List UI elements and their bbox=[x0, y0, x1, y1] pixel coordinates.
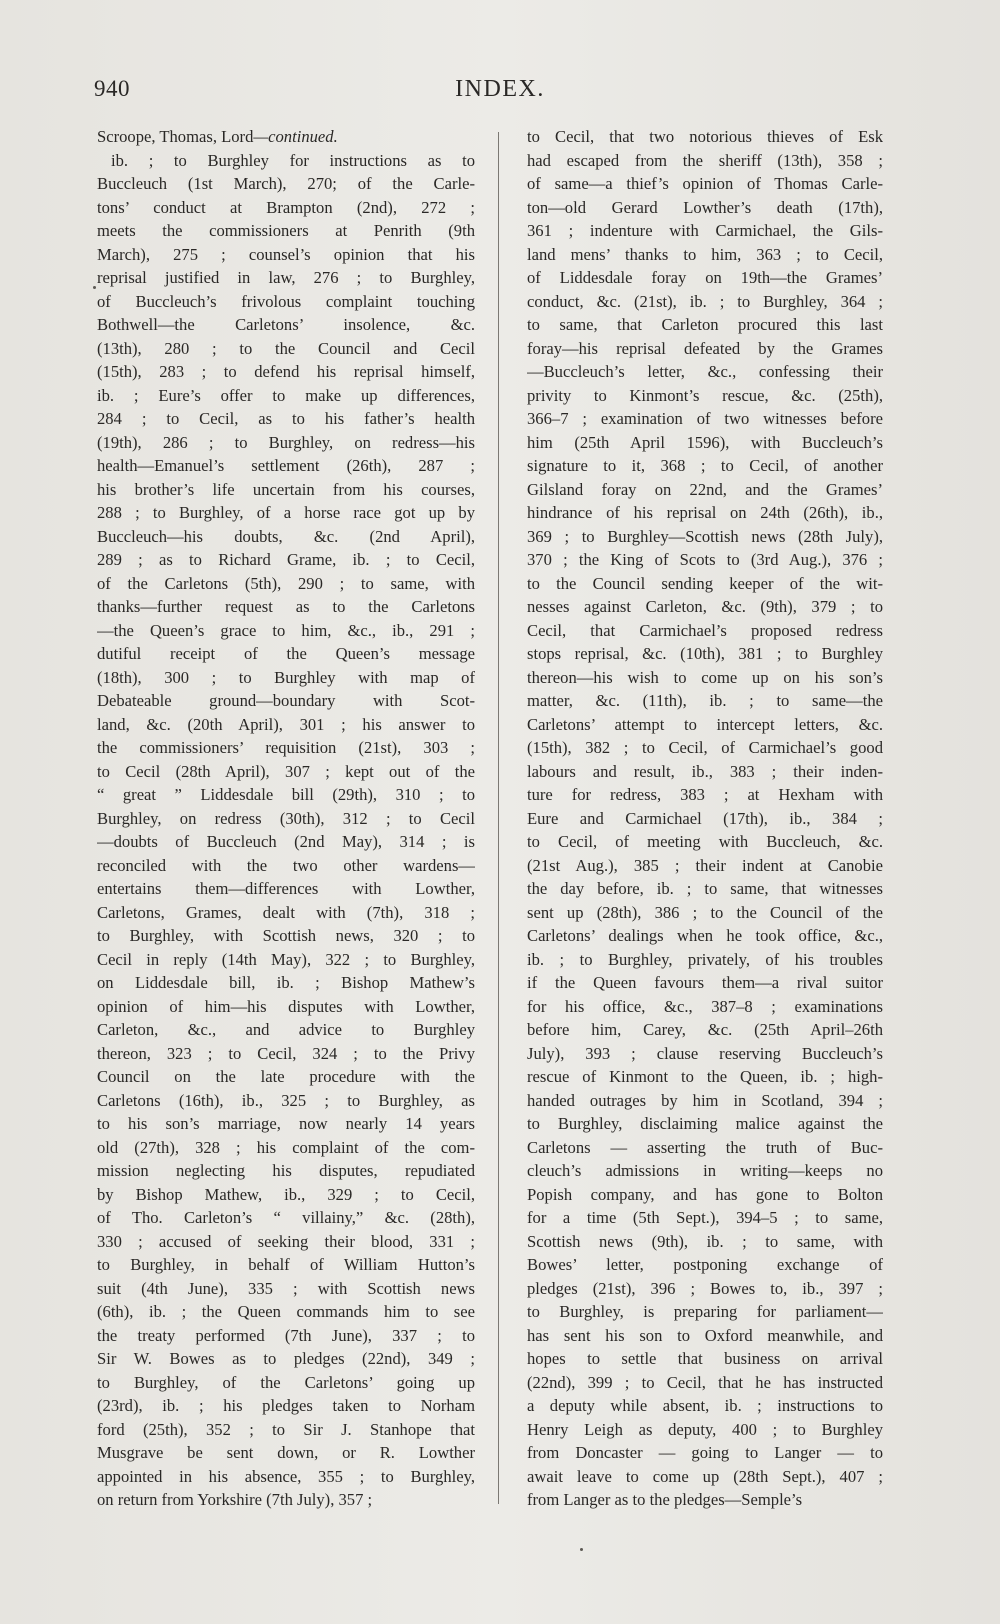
index-line: to Burghley, with Scottish news, 320 ; to bbox=[97, 926, 475, 945]
left-column bbox=[97, 125, 475, 1512]
index-line: to Cecil, of meeting with Buccleuch, &c. bbox=[527, 832, 883, 851]
index-line: ford (25th), 352 ; to Sir J. Stanhope that bbox=[97, 1419, 475, 1439]
index-line: nesses against Carleton, &c. (9th), 379 ; to bbox=[527, 597, 883, 616]
index-line: to same, that Carleton procured this last bbox=[527, 315, 883, 334]
index-line: of the Carletons (5th), 290 ; to same, with bbox=[97, 573, 475, 593]
index-line: 369 ; to Burghley—Scottish news (28th July), bbox=[527, 526, 883, 546]
index-line: of Liddesdale foray on 19th—the Grames’ bbox=[527, 268, 883, 287]
index-line: of same—a thief’s opinion of Thomas Carle- bbox=[527, 174, 883, 193]
index-line: to Burghley, in behalf of William Hutton’s bbox=[97, 1255, 475, 1274]
index-line: entertains them—differences with Lowther, bbox=[97, 879, 475, 898]
entry-heading-name: Scroope, Thomas, Lord bbox=[97, 127, 254, 146]
index-line: Carletons’ attempt to intercept letters, &c. bbox=[527, 714, 883, 734]
index-line: (23rd), ib. ; his pledges taken to Norham bbox=[97, 1396, 475, 1415]
index-line: Scottish news (9th), ib. ; to same, with bbox=[527, 1231, 883, 1251]
index-line: Carleton, &c., and advice to Burghley bbox=[97, 1020, 475, 1039]
index-line: —doubts of Buccleuch (2nd May), 314 ; is bbox=[97, 832, 475, 851]
index-line: Gilsland foray on 22nd, and the Grames’ bbox=[527, 479, 883, 499]
index-line: Cecil, that Carmichael’s proposed redress bbox=[527, 620, 883, 640]
index-line: (19th), 286 ; to Burghley, on redress—his bbox=[97, 432, 475, 452]
index-line: handed outrages by him in Scotland, 394 ; bbox=[527, 1090, 883, 1110]
stray-mark bbox=[580, 1548, 583, 1551]
index-line: signature to it, 368 ; to Cecil, of another bbox=[527, 456, 883, 475]
index-line: 289 ; as to Richard Grame, ib. ; to Cecil, bbox=[97, 550, 475, 569]
index-line: on Liddesdale bill, ib. ; Bishop Mathew’s bbox=[97, 973, 475, 992]
index-line: a deputy while absent, ib. ; instructions to bbox=[527, 1396, 883, 1415]
index-line: “ great ” Liddesdale bill (29th), 310 ; to bbox=[97, 785, 475, 804]
index-line: land mens’ thanks to him, 363 ; to Cecil, bbox=[527, 244, 883, 264]
index-line: (13th), 280 ; to the Council and Cecil bbox=[97, 338, 475, 358]
index-line: Popish company, and has gone to Bolton bbox=[527, 1184, 883, 1204]
index-line: the treaty performed (7th June), 337 ; to bbox=[97, 1325, 475, 1345]
stray-mark bbox=[93, 286, 96, 289]
index-line: health—Emanuel’s settlement (26th), 287 ; bbox=[97, 456, 475, 475]
index-line: privity to Kinmont’s rescue, &c. (25th), bbox=[527, 385, 883, 405]
index-line: Council on the late procedure with the bbox=[97, 1067, 475, 1086]
index-line: to Cecil (28th April), 307 ; kept out of the bbox=[97, 761, 475, 781]
index-line: (15th), 382 ; to Cecil, of Carmichael’s good bbox=[527, 738, 883, 757]
index-line: rescue of Kinmont to the Queen, ib. ; high- bbox=[527, 1067, 883, 1086]
index-line: (22nd), 399 ; to Cecil, that he has instructed bbox=[527, 1372, 883, 1392]
index-line: Sir W. Bowes as to pledges (22nd), 349 ; bbox=[97, 1349, 475, 1368]
index-line: July), 393 ; clause reserving Buccleuch’s bbox=[527, 1043, 883, 1063]
index-line: 361 ; indenture with Carmichael, the Gils- bbox=[527, 221, 883, 240]
index-line: Henry Leigh as deputy, 400 ; to Burghley bbox=[527, 1419, 883, 1439]
column-divider bbox=[498, 132, 499, 1504]
index-line: ib. ; to Burghley, privately, of his troubles bbox=[527, 949, 883, 969]
index-line: Buccleuch—his doubts, &c. (2nd April), bbox=[97, 526, 475, 546]
index-line: hindrance of his reprisal on 24th (26th), ib., bbox=[527, 503, 883, 522]
index-line: await leave to come up (28th Sept.), 407 ; bbox=[527, 1466, 883, 1486]
index-line: meets the commissioners at Penrith (9th bbox=[97, 221, 475, 240]
right-column bbox=[527, 125, 883, 1512]
index-line: conduct, &c. (21st), ib. ; to Burghley, 364 ; bbox=[527, 291, 883, 311]
index-line: —Buccleuch’s letter, &c., confessing their bbox=[527, 362, 883, 381]
index-line: (18th), 300 ; to Burghley with map of bbox=[97, 667, 475, 687]
index-line: Buccleuch (1st March), 270; of the Carle- bbox=[97, 174, 475, 193]
index-line: hopes to settle that business on arrival bbox=[527, 1349, 883, 1368]
index-line: him (25th April 1596), with Buccleuch’s bbox=[527, 432, 883, 452]
index-line: of Tho. Carleton’s “ villainy,” &c. (28th), bbox=[97, 1208, 475, 1227]
entry-heading-continued: —continued. bbox=[253, 127, 338, 146]
index-line: dutiful receipt of the Queen’s message bbox=[97, 644, 475, 663]
index-line: appointed in his absence, 355 ; to Burghley, bbox=[97, 1466, 475, 1486]
index-line: Eure and Carmichael (17th), ib., 384 ; bbox=[527, 808, 883, 828]
index-line: had escaped from the sheriff (13th), 358 ; bbox=[527, 150, 883, 170]
index-line: Bowes’ letter, postponing exchange of bbox=[527, 1255, 883, 1274]
index-line: to Burghley, of the Carletons’ going up bbox=[97, 1372, 475, 1392]
index-line: before him, Carey, &c. (25th April–26th bbox=[527, 1020, 883, 1039]
index-line: old (27th), 328 ; his complaint of the com- bbox=[97, 1137, 475, 1157]
index-line: (15th), 283 ; to defend his reprisal himself, bbox=[97, 362, 475, 381]
entry-heading bbox=[97, 125, 475, 149]
index-line: Cecil in reply (14th May), 322 ; to Burghley, bbox=[97, 949, 475, 969]
index-line: for a time (5th Sept.), 394–5 ; to same, bbox=[527, 1208, 883, 1227]
index-line: pledges (21st), 396 ; Bowes to, ib., 397 ; bbox=[527, 1278, 883, 1298]
index-line: from Langer as to the pledges—Semple’s bbox=[527, 1490, 803, 1509]
left-column-lines bbox=[97, 149, 475, 1512]
index-line: March), 275 ; counsel’s opinion that his bbox=[97, 244, 475, 264]
index-line: tons’ conduct at Brampton (2nd), 272 ; bbox=[97, 197, 475, 217]
index-line: of Buccleuch’s frivolous complaint touching bbox=[97, 291, 475, 311]
index-line: thereon, 323 ; to Cecil, 324 ; to the Privy bbox=[97, 1043, 475, 1063]
index-line: to Burghley, is preparing for parliament— bbox=[527, 1302, 883, 1321]
index-line: opinion of him—his disputes with Lowther, bbox=[97, 996, 475, 1016]
index-line: (6th), ib. ; the Queen commands him to see bbox=[97, 1302, 475, 1321]
index-line: stops reprisal, &c. (10th), 381 ; to Burghley bbox=[527, 644, 883, 663]
index-line: Bothwell—the Carletons’ insolence, &c. bbox=[97, 315, 475, 334]
index-line: ib. ; Eure’s offer to make up differences, bbox=[97, 385, 475, 405]
index-line: from Doncaster — going to Langer — to bbox=[527, 1443, 883, 1462]
index-line: labours and result, ib., 383 ; their inden- bbox=[527, 761, 883, 781]
index-line: on return from Yorkshire (7th July), 357 ; bbox=[97, 1490, 373, 1509]
index-line: cleuch’s admissions in writing—keeps no bbox=[527, 1161, 883, 1180]
index-line: mission neglecting his disputes, repudiated bbox=[97, 1161, 475, 1180]
index-line: Burghley, on redress (30th), 312 ; to Cecil bbox=[97, 808, 475, 828]
index-line: the day before, ib. ; to same, that witnesses bbox=[527, 879, 883, 898]
right-column-lines bbox=[527, 125, 883, 1512]
index-line: ib. ; to Burghley for instructions as to bbox=[111, 150, 475, 170]
index-line: Carletons — asserting the truth of Buc- bbox=[527, 1137, 883, 1157]
index-line: to the Council sending keeper of the wit- bbox=[527, 573, 883, 593]
index-line: Debateable ground—boundary with Scot- bbox=[97, 691, 475, 710]
index-line: reconciled with the two other wardens— bbox=[97, 855, 475, 875]
index-line: thereon—his wish to come up on his son’s bbox=[527, 667, 883, 687]
index-line: land, &c. (20th April), 301 ; his answer to bbox=[97, 714, 475, 734]
index-line: 288 ; to Burghley, of a horse race got up by bbox=[97, 503, 475, 522]
index-line: 330 ; accused of seeking their blood, 331 ; bbox=[97, 1231, 475, 1251]
index-line: ture for redress, 383 ; at Hexham with bbox=[527, 785, 883, 804]
index-line: suit (4th June), 335 ; with Scottish news bbox=[97, 1278, 475, 1298]
index-line: if the Queen favours them—a rival suitor bbox=[527, 973, 883, 992]
index-line: to Burghley, disclaiming malice against the bbox=[527, 1114, 883, 1133]
index-line: to his son’s marriage, now nearly 14 years bbox=[97, 1114, 475, 1133]
index-line: 366–7 ; examination of two witnesses before bbox=[527, 409, 883, 428]
index-line: foray—his reprisal defeated by the Grames bbox=[527, 338, 883, 358]
index-line: Carletons (16th), ib., 325 ; to Burghley, as bbox=[97, 1090, 475, 1110]
index-line: —the Queen’s grace to him, &c., ib., 291 ; bbox=[97, 620, 475, 640]
index-line: the commissioners’ requisition (21st), 303 ; bbox=[97, 738, 475, 757]
index-line: ton—old Gerard Lowther’s death (17th), bbox=[527, 197, 883, 217]
running-title: INDEX. bbox=[455, 76, 545, 102]
index-line: reprisal justified in law, 276 ; to Burghley, bbox=[97, 268, 475, 287]
index-line: (21st Aug.), 385 ; their indent at Canobie bbox=[527, 855, 883, 875]
index-line: matter, &c. (11th), ib. ; to same—the bbox=[527, 691, 883, 710]
index-line: thanks—further request as to the Carletons bbox=[97, 597, 475, 616]
index-line: has sent his son to Oxford meanwhile, and bbox=[527, 1325, 883, 1345]
page-number: 940 bbox=[94, 76, 130, 101]
index-line: for his office, &c., 387–8 ; examinations bbox=[527, 996, 883, 1016]
index-line: sent up (28th), 386 ; to the Council of the bbox=[527, 902, 883, 922]
index-line: his brother’s life uncertain from his courses, bbox=[97, 479, 475, 499]
index-line: Carletons, Grames, dealt with (7th), 318 ; bbox=[97, 902, 475, 922]
index-line: by Bishop Mathew, ib., 329 ; to Cecil, bbox=[97, 1184, 475, 1204]
index-line: 284 ; to Cecil, as to his father’s health bbox=[97, 409, 475, 428]
index-line: Musgrave be sent down, or R. Lowther bbox=[97, 1443, 475, 1462]
index-line: to Cecil, that two notorious thieves of Esk bbox=[527, 127, 883, 146]
index-line: Carletons’ dealings when he took office, &c., bbox=[527, 926, 883, 945]
index-line: 370 ; the King of Scots to (3rd Aug.), 376 ; bbox=[527, 550, 883, 569]
